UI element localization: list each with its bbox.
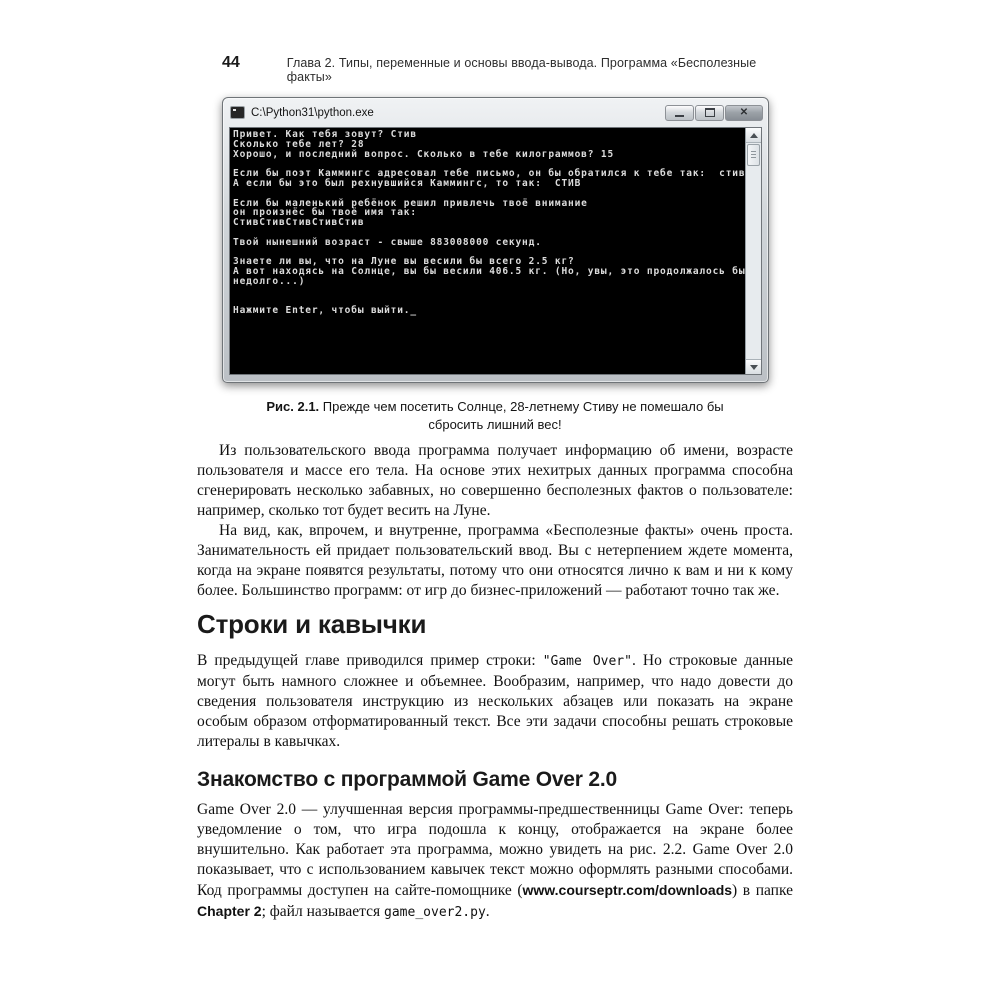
text-run: . <box>485 903 490 920</box>
window-title: C:\Python31\python.exe <box>251 106 374 119</box>
scroll-up-button[interactable] <box>746 128 761 143</box>
text-run: "Game Over" <box>542 654 632 669</box>
section-heading-gameover: Знакомство с программой Game Over 2.0 <box>197 768 617 791</box>
paragraph-gameover <box>197 800 793 923</box>
text-run: Game Over 2.0 — улучшенная версия программы-предшественницы Game Over: теперь уведомление о том, что игра подошла к концу, отображается на экране более внушительно. Как работает эта программа, можно увидеть на рис. 2.2. Game Over 2.0 показывает, что с использованием кавычек текст можно оформлять разными способами. Код программы доступен на сайте-помощнике ( <box>197 801 793 899</box>
minimize-button[interactable] <box>665 105 694 121</box>
scrollbar[interactable] <box>745 128 761 374</box>
console-line <box>233 287 745 297</box>
console-body <box>229 127 762 375</box>
maximize-icon <box>705 108 715 117</box>
text-run: В предыдущей главе приводился пример строки: <box>197 652 543 669</box>
text-run: www.courseptr.com/downloads <box>522 882 733 898</box>
figure-caption-label: Рис. 2.1. <box>266 399 320 414</box>
section-heading-strings: Строки и кавычки <box>197 609 427 639</box>
minimize-icon <box>675 115 684 117</box>
text-run: game_over2.py <box>384 905 486 920</box>
running-head <box>222 54 792 84</box>
text-run: . Но строковые данные могут быть намного сложнее и объемнее. Вообразим, например, что надо довести до сведения пользователя инструкцию из нескольких абзацев или показать на экране особым образом отформатированный текст. Все эти задачи способны решать строковые литералы в кавычках. <box>197 652 793 750</box>
console-line: А если бы это был рехнувшийся Каммингс, то так: СТИВ <box>233 177 582 189</box>
console-line: он произнёс бы твоё имя так: <box>233 207 417 219</box>
close-button[interactable] <box>725 105 763 121</box>
scroll-down-button[interactable] <box>746 359 761 374</box>
console-line: А вот находясь на Солнце, вы бы весили 406.5 кг. (Но, увы, это продолжалось бы <box>233 266 745 278</box>
figure-caption-text: Прежде чем посетить Солнце, 28-летнему Стиву не помешало бы сбросить лишний вес! <box>319 399 724 432</box>
text-run: ) в папке <box>732 882 793 899</box>
console-line: Сколько тебе лет? 28 <box>233 138 365 150</box>
console-line: Привет. Как тебя зовут? Стив <box>233 129 417 140</box>
console-output[interactable] <box>230 128 745 374</box>
console-line: Твой нынешний возраст - свыше 883008000 секунд. <box>233 236 542 248</box>
chapter-title: Глава 2. Типы, переменные и основы ввода-вывода. Программа «Бесполезные факты» <box>286 56 757 84</box>
console-line: СтивСтивСтивСтивСтив <box>233 217 365 229</box>
text-run: ; файл называется <box>261 903 385 920</box>
console-line: Если бы маленький ребёнок решил привлечь твоё внимание <box>233 197 588 209</box>
paragraph-intro-2: На вид, как, впрочем, и внутренне, программа «Бесполезные факты» очень проста. Занимательность ей придает пользовательский ввод. Вы с нетерпением ждете момента, когда на экране появятся результаты, потому что они относятся лично к вам и ни к кому более. Большинство программ: от игр до бизнес-приложений — работают точно так же. <box>197 522 793 599</box>
console-line: Если бы поэт Каммингс адресовал тебе письмо, он бы обратился к тебе так: стив <box>233 168 745 180</box>
figure-caption <box>197 398 793 433</box>
maximize-button[interactable] <box>695 105 724 121</box>
text-run: Chapter 2 <box>197 903 262 919</box>
console-app-icon <box>230 106 245 119</box>
console-line: недолго...) <box>233 275 306 287</box>
page-number: 44 <box>222 54 240 71</box>
scroll-thumb[interactable] <box>747 144 760 166</box>
console-window <box>222 97 769 383</box>
console-line: Знаете ли вы, что на Луне вы весили бы всего 2.5 кг? <box>233 256 575 268</box>
console-line: Хорошо, и последний вопрос. Сколько в тебе килограммов? 15 <box>233 148 615 160</box>
body-content <box>197 441 793 923</box>
scroll-track[interactable] <box>746 143 761 359</box>
window-controls <box>664 105 763 121</box>
arrow-down-icon <box>750 365 758 370</box>
window-title-bar[interactable] <box>223 98 768 127</box>
close-icon: ✕ <box>739 107 749 118</box>
console-line: Нажмите Enter, чтобы выйти._ <box>233 305 417 317</box>
arrow-up-icon <box>750 133 758 138</box>
paragraph-strings <box>197 651 793 752</box>
paragraph-intro-1: Из пользовательского ввода программа получает информацию об имени, возрасте пользователя и массе его тела. На основе этих нехитрых данных программа способна сгенерировать несколько забавных, но совершенно бесполезных фактов о пользователе: например, сколько тот будет весить на Луне. <box>197 442 793 519</box>
